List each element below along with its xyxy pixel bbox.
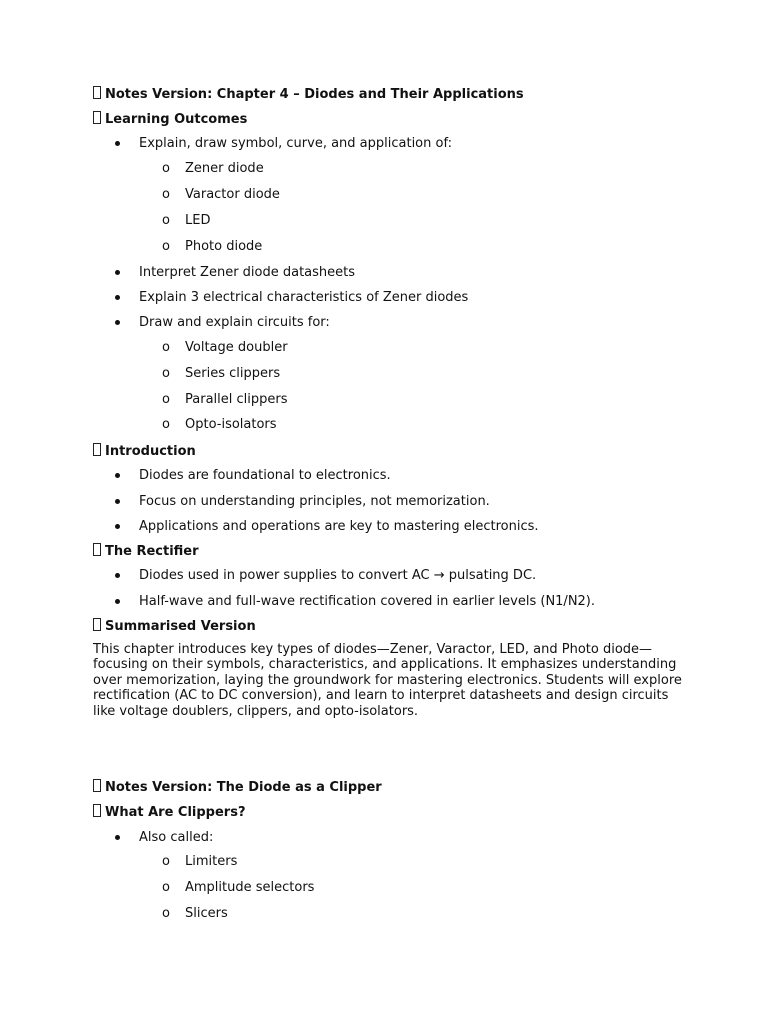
bullet-dot-icon bbox=[115, 573, 120, 578]
bullet-dot-icon bbox=[115, 320, 120, 325]
sub-bullet-icon: o bbox=[162, 366, 170, 381]
list-item: Focus on understanding principles, not memorization. bbox=[139, 494, 490, 509]
list-item: Explain 3 electrical characteristics of Zener diodes bbox=[139, 290, 469, 305]
list-item: Also called: bbox=[139, 830, 214, 845]
sub-list-item: Limiters bbox=[185, 854, 238, 869]
sub-bullet-icon: o bbox=[162, 213, 170, 228]
list-item: Half-wave and full-wave rectification covered in earlier levels (N1/N2). bbox=[139, 594, 596, 609]
summarised-version-heading: Summarised Version bbox=[93, 618, 256, 635]
missing-glyph-box-icon bbox=[93, 443, 101, 456]
bullet-dot-icon bbox=[115, 295, 120, 300]
list-item: Draw and explain circuits for: bbox=[139, 315, 330, 330]
missing-glyph-box-icon bbox=[93, 111, 101, 124]
bullet-dot-icon bbox=[115, 599, 120, 604]
missing-glyph-box-icon bbox=[93, 86, 101, 99]
list-item: Diodes used in power supplies to convert AC → pulsating DC. bbox=[139, 568, 537, 583]
list-item: Applications and operations are key to mastering electronics. bbox=[139, 519, 539, 534]
what-are-clippers-heading: What Are Clippers? bbox=[93, 804, 246, 821]
learning-outcomes-heading: Learning Outcomes bbox=[93, 111, 247, 128]
missing-glyph-box-icon bbox=[93, 779, 101, 792]
bullet-dot-icon bbox=[115, 524, 120, 529]
sub-list-item: Photo diode bbox=[185, 239, 263, 254]
introduction-heading: Introduction bbox=[93, 443, 196, 460]
rectifier-heading: The Rectifier bbox=[93, 543, 199, 560]
sub-bullet-icon: o bbox=[162, 161, 170, 176]
list-item: Interpret Zener diode datasheets bbox=[139, 265, 356, 280]
missing-glyph-box-icon bbox=[93, 804, 101, 817]
missing-glyph-box-icon bbox=[93, 543, 101, 556]
sub-bullet-icon: o bbox=[162, 392, 170, 407]
bullet-dot-icon bbox=[115, 835, 120, 840]
sub-list-item: Slicers bbox=[185, 906, 228, 921]
sub-bullet-icon: o bbox=[162, 239, 170, 254]
summary-paragraph: This chapter introduces key types of diodes—Zener, Varactor, LED, and Photo diode—focusing on their symbols, characteristics, and applications. It emphasizes understanding over memorization, laying the groundwork for mastering electronics. Students will explore rectification (AC to DC conversion), and learn to interpret datasheets and design circuits like voltage doublers, clippers, and opto-isolators. bbox=[93, 642, 682, 719]
sub-list-item: Parallel clippers bbox=[185, 392, 288, 407]
sub-list-item: Zener diode bbox=[185, 161, 264, 176]
bullet-dot-icon bbox=[115, 270, 120, 275]
sub-list-item: Opto-isolators bbox=[185, 417, 277, 432]
sub-list-item: Series clippers bbox=[185, 366, 281, 381]
sub-bullet-icon: o bbox=[162, 854, 170, 869]
bullet-dot-icon bbox=[115, 473, 120, 478]
sub-list-item: LED bbox=[185, 213, 211, 228]
sub-list-item: Varactor diode bbox=[185, 187, 280, 202]
sub-list-item: Amplitude selectors bbox=[185, 880, 315, 895]
list-item: Diodes are foundational to electronics. bbox=[139, 468, 391, 483]
sub-bullet-icon: o bbox=[162, 340, 170, 355]
sub-bullet-icon: o bbox=[162, 906, 170, 921]
sub-list-item: Voltage doubler bbox=[185, 340, 288, 355]
bullet-dot-icon bbox=[115, 141, 120, 146]
missing-glyph-box-icon bbox=[93, 618, 101, 631]
list-item: Explain, draw symbol, curve, and application of: bbox=[139, 136, 452, 151]
bullet-dot-icon bbox=[115, 499, 120, 504]
sub-bullet-icon: o bbox=[162, 187, 170, 202]
chapter-notes-heading: Notes Version: Chapter 4 – Diodes and Their Applications bbox=[93, 86, 524, 103]
sub-bullet-icon: o bbox=[162, 880, 170, 895]
sub-bullet-icon: o bbox=[162, 417, 170, 432]
clipper-notes-heading: Notes Version: The Diode as a Clipper bbox=[93, 779, 382, 796]
